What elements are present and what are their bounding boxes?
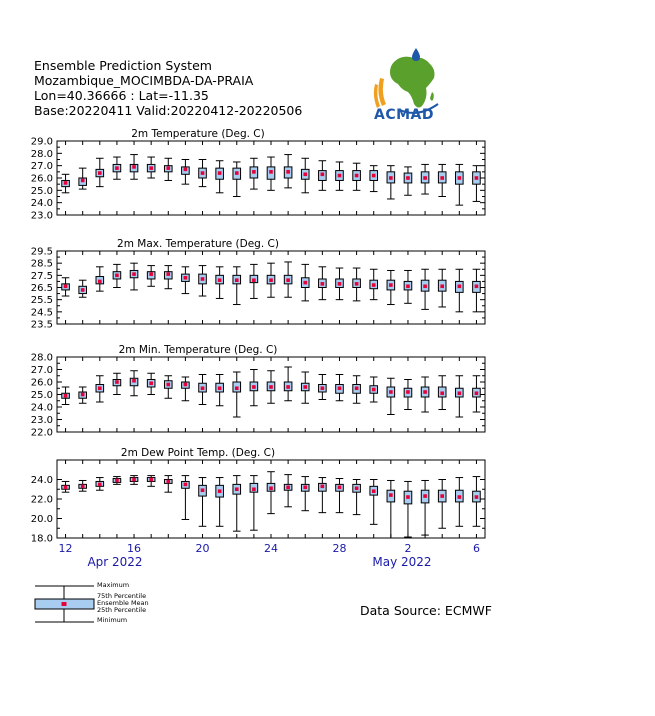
mean-marker xyxy=(423,494,427,498)
mean-marker xyxy=(389,493,393,497)
logo-text: ACMAD xyxy=(374,107,434,123)
ytick-label: 27.0 xyxy=(30,365,53,376)
mean-marker xyxy=(475,284,479,288)
mean-marker xyxy=(372,174,376,178)
mean-marker xyxy=(235,278,239,282)
system-title: Ensemble Prediction System xyxy=(34,58,212,73)
ytick-label: 23.5 xyxy=(30,319,53,331)
mean-marker xyxy=(115,380,119,384)
xtick-label: 6 xyxy=(472,542,480,555)
mean-marker xyxy=(286,170,290,174)
mean-marker xyxy=(286,486,290,490)
ytick-label: 29.5 xyxy=(30,246,53,258)
mean-marker xyxy=(269,278,273,282)
mean-marker xyxy=(132,272,136,276)
mean-marker xyxy=(115,166,119,170)
mean-marker xyxy=(201,171,205,175)
mean-marker xyxy=(252,487,256,491)
ytick-label: 23.0 xyxy=(30,210,53,222)
mean-marker xyxy=(64,486,68,490)
mean-marker xyxy=(338,486,342,490)
mean-marker xyxy=(321,282,325,286)
mean-marker xyxy=(458,176,462,180)
mean-marker xyxy=(423,176,427,180)
ytick-label: 20.0 xyxy=(30,514,53,525)
base-valid-dates: Base:20220411 Valid:20220412-20220506 xyxy=(34,103,303,118)
mean-marker xyxy=(132,379,136,383)
mean-marker xyxy=(458,391,462,395)
mean-marker xyxy=(235,386,239,390)
mean-marker xyxy=(98,386,102,390)
mean-marker xyxy=(64,394,68,398)
mean-marker xyxy=(81,179,85,183)
mean-marker xyxy=(423,390,427,394)
mean-marker xyxy=(458,495,462,499)
legend-mean: Ensemble Mean xyxy=(97,599,149,607)
mean-marker xyxy=(235,487,239,491)
mean-marker xyxy=(98,280,102,284)
mean-marker xyxy=(149,166,153,170)
data-source: Data Source: ECMWF xyxy=(360,603,492,618)
ytick-label: 26.0 xyxy=(30,377,53,389)
mean-marker xyxy=(269,385,273,389)
mean-marker xyxy=(440,284,444,288)
mean-marker xyxy=(389,283,393,287)
mean-marker xyxy=(423,284,427,288)
mean-marker xyxy=(252,385,256,389)
mean-marker xyxy=(115,274,119,278)
mean-marker xyxy=(132,478,136,482)
mean-marker xyxy=(475,495,479,499)
month-label-may: May 2022 xyxy=(372,555,432,569)
mean-marker xyxy=(355,386,359,390)
mean-marker xyxy=(406,495,410,499)
mean-marker xyxy=(269,486,273,490)
mean-marker xyxy=(458,284,462,288)
mean-marker xyxy=(406,284,410,288)
mean-marker xyxy=(166,166,170,170)
legend-p25: 25th Percentile xyxy=(97,606,147,614)
mean-marker xyxy=(303,173,307,177)
mean-marker xyxy=(218,386,222,390)
ytick-label: 23.0 xyxy=(30,415,53,426)
mean-marker xyxy=(321,485,325,489)
xtick-label: 2 xyxy=(404,542,412,555)
mean-marker xyxy=(64,284,68,288)
mean-marker xyxy=(440,391,444,395)
mean-marker xyxy=(475,391,479,395)
mean-marker xyxy=(184,276,188,280)
panel-title-4: 2m Dew Point Temp. (Deg. C) xyxy=(120,447,276,459)
mean-marker xyxy=(81,485,85,489)
mean-marker xyxy=(372,283,376,287)
mean-marker xyxy=(475,176,479,180)
ytick-label: 27.0 xyxy=(30,161,53,173)
mean-marker xyxy=(201,386,205,390)
mean-marker xyxy=(98,171,102,175)
ytick-label: 26.5 xyxy=(30,283,53,294)
mean-marker xyxy=(406,176,410,180)
xtick-label: 12 xyxy=(58,542,73,555)
mean-marker xyxy=(303,385,307,389)
mean-marker xyxy=(389,390,393,394)
mean-marker xyxy=(64,181,68,185)
mean-marker xyxy=(303,281,307,285)
mean-marker xyxy=(166,480,170,484)
mean-marker xyxy=(406,390,410,394)
ytick-label: 26.0 xyxy=(30,173,53,185)
mean-marker xyxy=(149,381,153,385)
ytick-label: 24.0 xyxy=(30,475,53,486)
mean-marker xyxy=(184,483,188,487)
mean-marker xyxy=(321,386,325,390)
mean-marker xyxy=(98,483,102,487)
mean-marker xyxy=(355,174,359,178)
mean-marker xyxy=(338,282,342,286)
mean-marker xyxy=(389,176,393,180)
panel-title-3: 2m Min. Temperature (Deg. C) xyxy=(118,344,278,356)
mean-marker xyxy=(338,386,342,390)
mean-marker xyxy=(269,170,273,174)
coordinates: Lon=40.36666 : Lat=-11.35 xyxy=(34,88,209,103)
mean-marker xyxy=(201,488,205,492)
mean-marker xyxy=(252,170,256,174)
ytick-label: 29.0 xyxy=(30,136,53,148)
legend-p75: 75th Percentile xyxy=(97,592,147,600)
mean-marker xyxy=(149,478,153,482)
mean-marker xyxy=(235,171,239,175)
mean-marker xyxy=(355,282,359,286)
ytick-label: 22.0 xyxy=(30,494,53,506)
xtick-label: 24 xyxy=(264,542,278,555)
station-name: Mozambique_MOCIMBDA-DA-PRAIA xyxy=(34,73,254,88)
ytick-label: 22.0 xyxy=(30,427,53,439)
ytick-label: 28.0 xyxy=(30,352,53,364)
mean-marker xyxy=(286,385,290,389)
legend-minimum: Minimum xyxy=(97,616,128,624)
ytick-label: 18.0 xyxy=(30,533,53,545)
mean-marker xyxy=(149,272,153,276)
ytick-label: 28.0 xyxy=(30,148,53,160)
mean-marker xyxy=(184,383,188,387)
ytick-label: 25.5 xyxy=(30,295,53,307)
mean-marker xyxy=(132,165,136,169)
ytick-label: 28.5 xyxy=(30,258,53,270)
ytick-label: 24.5 xyxy=(30,307,53,319)
mean-marker xyxy=(184,168,188,172)
mean-marker xyxy=(218,278,222,282)
mean-marker xyxy=(440,494,444,498)
ytick-label: 25.0 xyxy=(30,390,53,401)
ytick-label: 27.5 xyxy=(30,270,53,282)
panel-title-1: 2m Temperature (Deg. C) xyxy=(131,128,265,140)
mean-marker xyxy=(218,171,222,175)
mean-marker xyxy=(440,176,444,180)
ytick-label: 24.0 xyxy=(30,402,53,414)
mean-marker xyxy=(81,393,85,397)
mean-marker xyxy=(303,486,307,490)
mean-marker xyxy=(201,277,205,281)
mean-marker xyxy=(115,479,119,483)
mean-marker xyxy=(218,489,222,493)
month-label-apr: Apr 2022 xyxy=(87,555,143,569)
legend-maximum: Maximum xyxy=(97,581,130,589)
xtick-label: 20 xyxy=(195,542,210,555)
mean-marker xyxy=(372,489,376,493)
mean-marker xyxy=(252,278,256,282)
mean-marker xyxy=(166,383,170,387)
mean-marker xyxy=(372,388,376,392)
mean-marker xyxy=(286,278,290,282)
mean-marker xyxy=(355,486,359,490)
ytick-label: 24.0 xyxy=(30,198,53,210)
mean-marker xyxy=(166,272,170,276)
mean-marker xyxy=(321,173,325,177)
panel-title-2: 2m Max. Temperature (Deg. C) xyxy=(117,238,279,250)
mean-marker xyxy=(81,288,85,292)
mean-marker xyxy=(338,174,342,178)
ytick-label: 25.0 xyxy=(30,185,53,197)
xtick-label: 28 xyxy=(332,542,347,555)
xtick-label: 16 xyxy=(127,542,142,555)
